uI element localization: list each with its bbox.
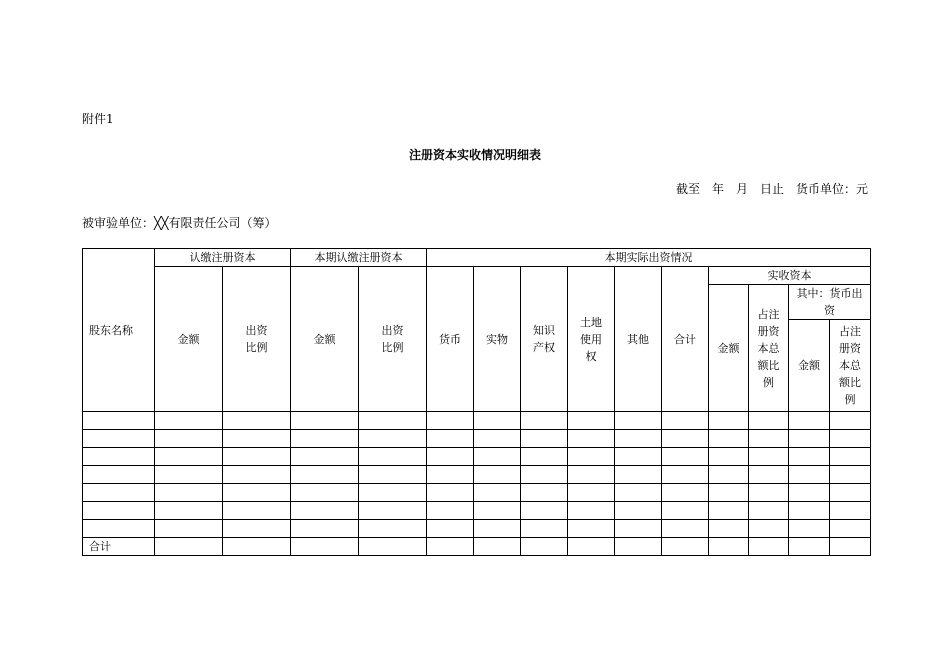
header-cash-ratio: 占注册资本总额比例 [830,320,871,412]
attachment-label: 附件1 [82,112,114,126]
total-row [83,538,871,556]
table-row [83,412,871,430]
header-paid-in-capital: 实收资本 [709,267,871,285]
total-label: 合计 [83,538,155,556]
header-ip: 知识产权 [521,267,568,412]
capital-detail-table [82,248,871,556]
header-amount: 金额 [155,267,223,412]
header-cash: 货币 [427,267,474,412]
header-physical: 实物 [474,267,521,412]
header-amount: 金额 [291,267,359,412]
header-subtotal: 合计 [662,267,709,412]
table-row [83,466,871,484]
table-row [83,430,871,448]
table-row [83,484,871,502]
date-unit-line: 截至 年 月 日止 货币单位：元 [675,182,868,196]
header-subscribed-capital: 认缴注册资本 [155,249,291,267]
table-row [83,520,871,538]
header-cash-amount: 金额 [789,320,830,412]
header-paid-ratio: 占注册资本总额比例 [749,285,789,412]
header-current-actual: 本期实际出资情况 [427,249,871,267]
header-of-which-cash: 其中：货币出资 [789,285,871,320]
table-row [83,448,871,466]
header-current-subscribed: 本期认缴注册资本 [291,249,427,267]
header-paid-amount: 金额 [709,285,749,412]
header-ratio: 出资比例 [223,267,291,412]
header-other: 其他 [615,267,662,412]
table-row [83,502,871,520]
page-title: 注册资本实收情况明细表 [408,148,541,162]
header-land: 土地使用权 [568,267,615,412]
audited-entity: 被审验单位：╳╳有限责任公司（筹） [82,216,277,230]
header-shareholder-name: 股东名称 [83,249,155,412]
header-ratio: 出资比例 [359,267,427,412]
